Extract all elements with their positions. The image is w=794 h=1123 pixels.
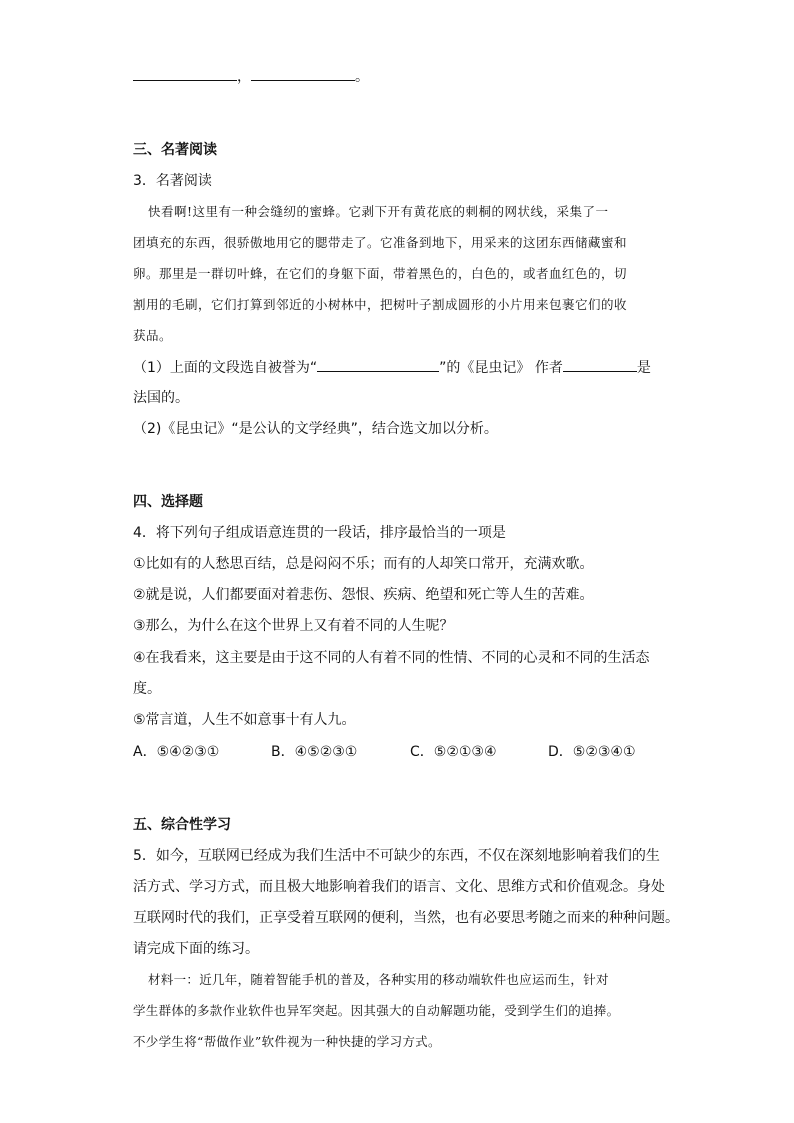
question-text: 请完成下面的练习。 xyxy=(133,941,259,957)
answer-blank[interactable] xyxy=(251,66,355,81)
passage-line: 快看啊!这里有一种会缝纫的蜜蜂。它剥下开有黄花底的刺桐的网状线，采集了一 xyxy=(148,204,609,219)
answer-blank-line xyxy=(133,66,369,87)
option-b[interactable]: B．④⑤②③① xyxy=(271,744,358,760)
option-a[interactable]: A．⑤④②③① xyxy=(133,744,220,760)
option-d[interactable]: D．⑤②③④① xyxy=(548,744,636,760)
question-text: 5．如今，互联网已经成为我们生活中不可缺少的东西，不仅在深刻地影响着我们的生 xyxy=(133,848,660,864)
question-text: 4．将下列句子组成语意连贯的一段话，排序最恰当的一项是 xyxy=(133,525,506,541)
material-line: 材料一：近几年，随着智能手机的普及，各种实用的移动端软件也应运而生，针对 xyxy=(148,972,609,987)
subquestion-1: （1）上面的文段选自被誉为“ ”的《昆虫记》 作者 是 xyxy=(133,357,651,378)
question-text: 活方式、学习方式，而且极大地影响着我们的语言、文化、思维方式和价值观念。身处 xyxy=(133,879,665,895)
subquestion-2: （2)《昆虫记》“是公认的文学经典”，结合选文加以分析。 xyxy=(133,421,498,437)
passage-line: 割用的毛刷，它们打算到邻近的小树林中，把树叶子割成圆形的小片用来包裹它们的收 xyxy=(133,297,628,312)
sentence-item: ③那么，为什么在这个世界上又有着不同的人生呢？ xyxy=(133,618,454,634)
material-line: 不少学生将“帮做作业”软件视为一种快捷的学习方式。 xyxy=(133,1034,441,1049)
subquestion-1-cont: 法国的。 xyxy=(133,390,189,406)
section-heading: 三、名著阅读 xyxy=(133,142,217,158)
sentence-item: ④在我看来，这主要是由于这不同的人有着不同的性情、不同的心灵和不同的生活态 xyxy=(133,650,650,666)
passage-line: 获品。 xyxy=(133,328,173,343)
section-heading: 五、综合性学习 xyxy=(133,817,231,833)
material-line: 学生群体的多款作业软件也异军突起。因其强大的自动解题功能，受到学生们的追捧。 xyxy=(133,1003,620,1018)
sentence-item: 度。 xyxy=(133,681,161,697)
answer-blank[interactable] xyxy=(317,357,439,372)
passage-line: 卵。那里是一群切叶蜂，在它们的身躯下面，带着黑色的，白色的，或者血红色的，切 xyxy=(133,266,628,281)
answer-blank[interactable] xyxy=(563,357,637,372)
sentence-item: ⑤常言道，人生不如意事十有人九。 xyxy=(133,712,356,728)
section-heading: 四、选择题 xyxy=(133,494,203,510)
sentence-item: ②就是说，人们都要面对着悲伤、怨恨、疾病、绝望和死亡等人生的苦难。 xyxy=(133,587,594,603)
answer-blank[interactable] xyxy=(133,66,237,81)
passage-line: 团填充的东西，很骄傲地用它的腮带走了。它准备到地下，用采来的这团东西储藏蜜和 xyxy=(133,235,628,250)
question-title: 3．名著阅读 xyxy=(133,173,212,189)
comma: ， xyxy=(237,69,251,85)
question-text: 互联网时代的我们，正享受着互联网的便利，当然，也有必要思考随之而来的种种问题。 xyxy=(133,910,679,926)
sentence-item: ①比如有的人愁思百结，总是闷闷不乐；而有的人却笑口常开，充满欢歌。 xyxy=(133,556,594,572)
period: 。 xyxy=(355,69,369,85)
option-c[interactable]: C．⑤②①③④ xyxy=(410,744,497,760)
